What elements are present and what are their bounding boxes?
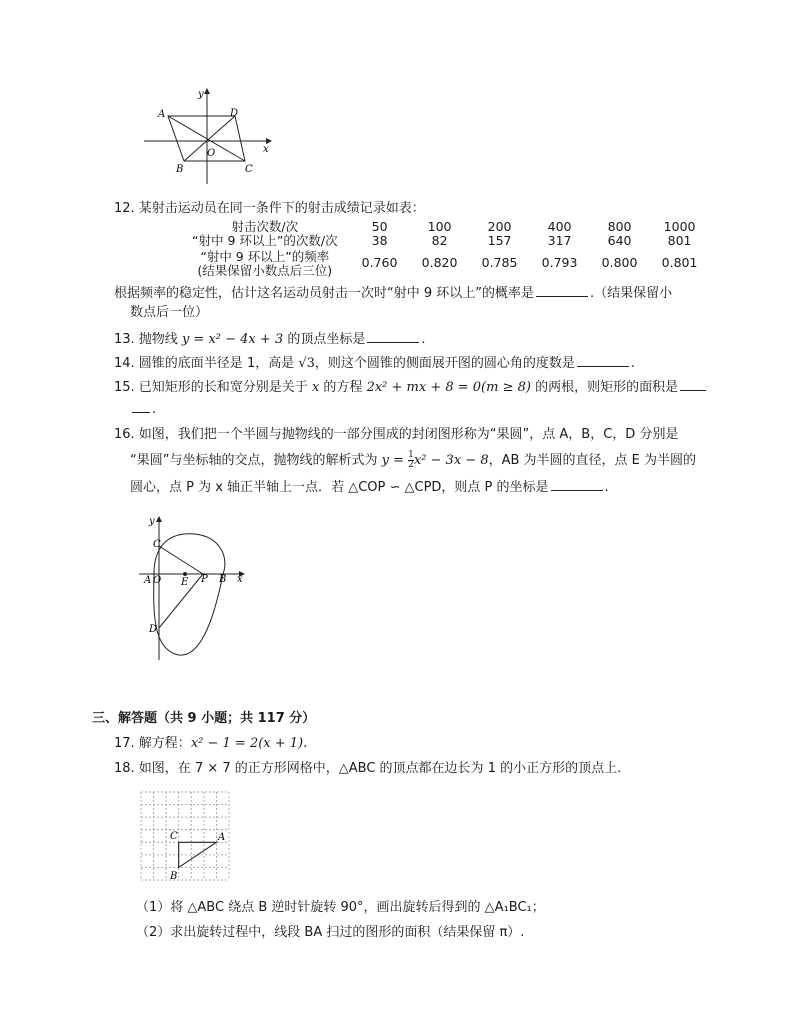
- table-cell: 0.785: [481, 255, 518, 270]
- table-cell: 800: [607, 219, 632, 234]
- q15-line1: [114, 378, 708, 397]
- answer-blank: [367, 330, 419, 343]
- q13: [114, 330, 425, 349]
- q17: [114, 735, 307, 753]
- q17-pre: 17. 解方程：: [114, 736, 191, 751]
- table-cell: 400: [547, 219, 572, 234]
- label-x: x: [237, 574, 243, 585]
- q18-sub1: （1）将 △ABC 绕点 B 逆时针旋转 90°，画出旋转后得到的 △A₁BC₁；: [136, 900, 545, 915]
- label-d: D: [230, 108, 239, 119]
- label-e: E: [181, 577, 189, 588]
- q15-line2: [130, 400, 156, 419]
- q14-post: ，则这个圆锥的侧面展开图的圆心角的度数是: [314, 356, 575, 371]
- table-cell: 38: [371, 233, 388, 248]
- label-y: y: [198, 89, 204, 100]
- q15-post: 的两根，则矩形的面积是: [530, 380, 679, 395]
- q18-sub2: （2）求出旋转过程中，线段 BA 扫过的图形的面积（结果保留 π）.: [136, 925, 525, 940]
- q16-formula-lhs: y =: [381, 453, 409, 468]
- row-label-freq-line2: (结果保留小数点后三位): [197, 263, 333, 278]
- row-label-hits: “射中 9 环以上”的次数/次: [192, 233, 338, 248]
- label-a: A: [218, 832, 226, 843]
- segment-cp: [159, 546, 203, 574]
- q12-after-line1: [114, 284, 672, 303]
- q12-after-text-2: .（结果保留小: [590, 286, 673, 301]
- label-a: A: [158, 109, 166, 120]
- label-c: C: [153, 539, 161, 550]
- q15-pre: 15. 已知矩形的长和宽分别是关于: [114, 380, 312, 395]
- label-c: C: [170, 831, 178, 842]
- table-cell: 640: [607, 233, 632, 248]
- answer-blank: [551, 478, 603, 491]
- figure-fruit-circle: [135, 512, 255, 664]
- table-cell: 82: [431, 233, 448, 248]
- q15-formula: 2x² + mx + 8 = 0(m ≥ 8): [366, 380, 531, 395]
- grid-lines: [141, 792, 229, 880]
- q16-line3: [130, 478, 609, 497]
- label-a: A: [144, 575, 152, 586]
- table-cell: 200: [487, 219, 512, 234]
- answer-blank: [536, 284, 588, 297]
- label-x: x: [263, 144, 269, 155]
- q15-end: .: [152, 402, 157, 417]
- table-cell: 0.801: [661, 255, 698, 270]
- q15-var: x: [311, 380, 320, 395]
- table-cell: 1000: [663, 219, 696, 234]
- q16-line2-pre: “果圆”与坐标轴的交点，抛物线的解析式为: [130, 453, 382, 468]
- row-label-shots: 射击次数/次: [231, 219, 299, 234]
- q18-text: 18. 如图，在 7 × 7 的正方形网格中，△ABC 的顶点都在边长为 1 的小正方形的顶点上．: [114, 761, 631, 776]
- q16-line3-text: 圆心，点 P 为 x 轴正半轴上一点．若 △COP ∽ △CPD，则点 P 的坐标是: [130, 480, 549, 495]
- q13-pre: 13. 抛物线: [114, 332, 182, 347]
- row-label-freq-line1: “射中 9 环以上”的频率: [200, 249, 330, 264]
- q15-mid: 的方程: [319, 380, 367, 395]
- row-label-freq: [186, 248, 350, 278]
- section-title: 三、解答题（共 9 小题；共 117 分）: [92, 711, 316, 726]
- point-e: [183, 572, 187, 576]
- label-d: D: [149, 624, 158, 635]
- label-b: B: [170, 871, 178, 882]
- answer-blank: [577, 354, 629, 367]
- label-o: O: [207, 148, 216, 159]
- table-row: [186, 220, 710, 234]
- table-cell: 0.800: [601, 255, 638, 270]
- q17-end: .: [303, 736, 308, 751]
- table-cell: 157: [487, 233, 512, 248]
- figure-parallelogram: [140, 86, 280, 188]
- table-cell: 0.760: [361, 255, 398, 270]
- q16-formula-rhs: x² − 3x − 8: [413, 453, 489, 468]
- q14-pre: 14. 圆锥的底面半径是 1，高是: [114, 356, 299, 371]
- q12-text: 12. 某射击运动员在同一条件下的射击成绩记录如表：: [114, 201, 425, 216]
- y-axis-arrow: [204, 88, 210, 94]
- label-c: C: [245, 164, 253, 175]
- table-row: [186, 234, 710, 248]
- q12-after-line2: 数点后一位）: [130, 305, 209, 320]
- label-y: y: [149, 516, 155, 527]
- fruit-circle-curve: [154, 534, 225, 655]
- q14-formula: √3: [298, 356, 315, 371]
- label-b: B: [176, 164, 184, 175]
- q13-end: .: [421, 332, 426, 347]
- label-b: B: [219, 574, 227, 585]
- table-cell: 801: [667, 233, 692, 248]
- q14: [114, 354, 635, 373]
- frac-numerator: 1: [408, 450, 414, 460]
- q16-line2-post: ，AB 为半圆的直径，点 E 为半圆的: [488, 453, 697, 468]
- label-p: P: [201, 574, 208, 585]
- frequency-table: [186, 220, 710, 278]
- table-cell: 50: [371, 219, 388, 234]
- table-cell: 0.820: [421, 255, 458, 270]
- q16-line1: 16. 如图，我们把一个半圆与抛物线的一部分围成的封闭图形称为“果圆”，点 A，B，C，D 分别是: [114, 427, 679, 442]
- q13-post: 的顶点坐标是: [283, 332, 366, 347]
- q16-line2: [130, 451, 696, 470]
- frac-denominator: 2: [408, 460, 414, 470]
- table-cell: 317: [547, 233, 572, 248]
- q16-end: .: [604, 480, 609, 495]
- label-o: O: [153, 575, 162, 586]
- q13-formula: y = x² − 4x + 3: [181, 332, 284, 347]
- table-row: [186, 248, 710, 278]
- q17-formula: x² − 1 = 2(x + 1): [190, 736, 304, 751]
- q12-after-text: 根据频率的稳定性，估计这名运动员射击一次时“射中 9 环以上”的概率是: [114, 286, 535, 301]
- table-cell: 100: [427, 219, 452, 234]
- answer-blank: [680, 378, 706, 391]
- q14-end: .: [630, 356, 636, 371]
- figure-grid: [138, 788, 234, 884]
- y-axis-arrow: [156, 516, 162, 522]
- answer-blank: [132, 400, 150, 413]
- table-cell: 0.793: [541, 255, 578, 270]
